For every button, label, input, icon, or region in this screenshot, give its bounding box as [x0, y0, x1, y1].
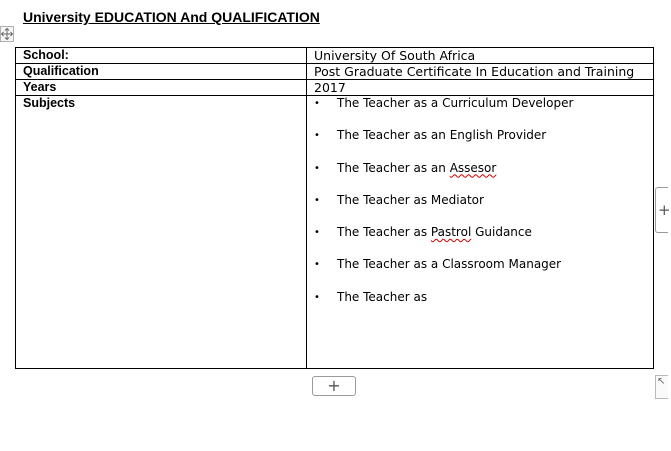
subjects-label[interactable]: Subjects — [16, 96, 307, 369]
add-column-button[interactable]: + — [655, 187, 668, 233]
table-row-qualification — [16, 64, 654, 80]
table-row-subjects — [16, 96, 654, 369]
bullet-icon: • — [314, 227, 320, 239]
subject-list — [314, 96, 653, 322]
school-label[interactable]: School: — [16, 48, 307, 64]
subject-item: • The Teacher as an English Provider — [314, 128, 547, 143]
subject-item: • The Teacher as — [314, 289, 428, 304]
subject-item: • The Teacher as Mediator — [314, 192, 484, 207]
subject-item: • The Teacher as an Assesor — [314, 160, 497, 175]
years-label[interactable]: Years — [16, 80, 307, 96]
spelling-error[interactable]: Assesor — [449, 160, 497, 175]
table-move-handle-icon[interactable] — [0, 26, 14, 42]
bullet-icon: • — [314, 162, 320, 174]
school-value[interactable]: University Of South Africa — [307, 48, 654, 64]
bullet-icon: • — [314, 194, 320, 206]
bullet-icon: • — [314, 98, 320, 109]
bullet-icon: • — [314, 130, 320, 142]
table-row-years — [16, 80, 654, 96]
subjects-cell[interactable] — [307, 96, 654, 369]
section-heading: University EDUCATION And QUALIFICATION — [23, 9, 320, 25]
spelling-error[interactable]: Pastrol — [430, 225, 472, 240]
table-resize-icon[interactable]: ↖ — [655, 375, 668, 399]
years-value[interactable]: 2017 — [307, 80, 654, 96]
qualification-value[interactable]: Post Graduate Certificate In Education and Training — [307, 64, 654, 80]
qualification-label[interactable]: Qualification — [16, 64, 307, 80]
subject-item: • The Teacher as Pastrol Guidance — [314, 225, 532, 240]
table-row-school — [16, 48, 654, 64]
bullet-icon: • — [314, 259, 320, 271]
subject-item: • The Teacher as a Classroom Manager — [314, 257, 562, 272]
bullet-icon: • — [314, 291, 320, 303]
education-table — [15, 47, 654, 369]
subject-item: • The Teacher as a Curriculum Developer — [314, 96, 574, 110]
add-row-button[interactable]: + — [312, 376, 356, 396]
